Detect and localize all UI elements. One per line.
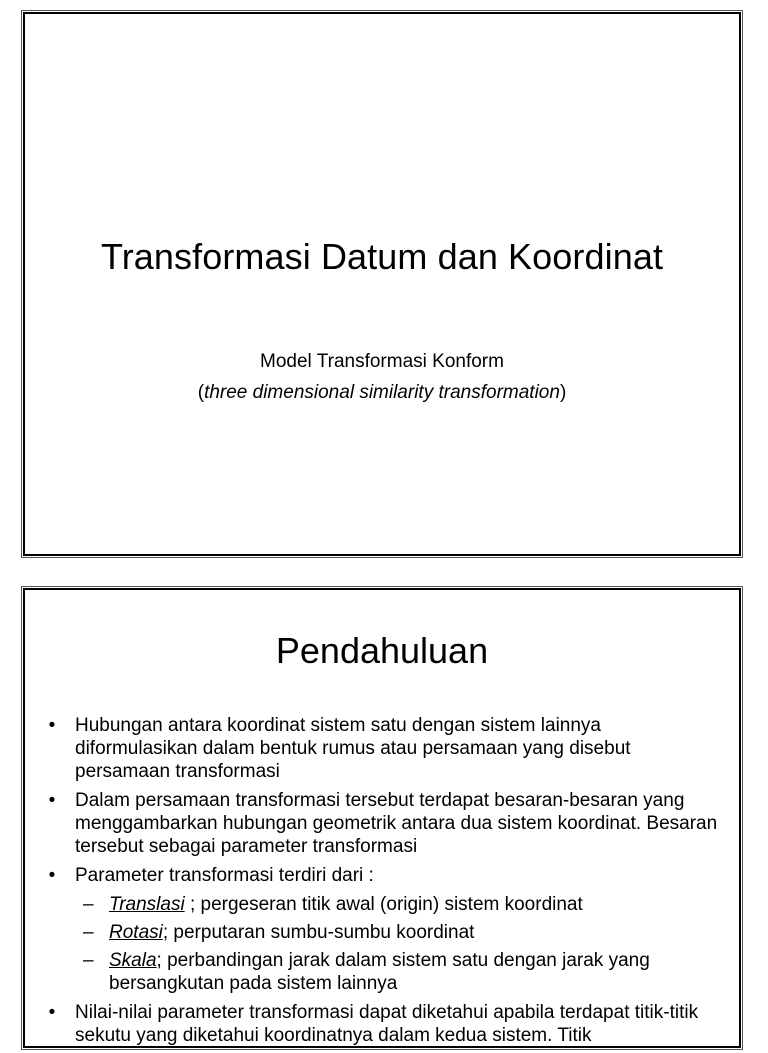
bullet-item bbox=[45, 789, 719, 858]
bullet-text: Dalam persamaan transformasi tersebut terdapat besaran-besaran yang menggambarkan hubungan geometrik antara dua sistem koordinat. Besaran tersebut sebagai parameter transformasi bbox=[75, 790, 718, 857]
bullet-symbol: • bbox=[48, 790, 56, 811]
bullet-text: Parameter transformasi terdiri dari : bbox=[75, 865, 374, 886]
subtitle-line-1: Model Transformasi Konform bbox=[260, 351, 504, 372]
term-rotasi: Rotasi bbox=[109, 922, 163, 943]
slide-introduction-heading: Pendahuluan bbox=[275, 630, 489, 671]
term-skala: Skala bbox=[109, 950, 157, 971]
sub-item-rotasi bbox=[75, 921, 719, 944]
bullet-symbol: • bbox=[48, 715, 56, 736]
bullet-list bbox=[45, 714, 719, 1053]
dash-symbol: – bbox=[83, 922, 94, 943]
slide-title bbox=[23, 12, 741, 556]
sub-item-translasi bbox=[75, 893, 719, 916]
subtitle-italic: three dimensional similarity transformation bbox=[204, 382, 560, 403]
slide-title-heading: Transformasi Datum dan Koordinat bbox=[100, 236, 664, 277]
dash-symbol: – bbox=[83, 894, 94, 915]
bullet-symbol: • bbox=[48, 865, 56, 886]
slide-introduction bbox=[23, 588, 741, 1048]
sub-item-text: ; perputaran sumbu-sumbu koordinat bbox=[162, 922, 475, 943]
bullet-text: Nilai-nilai parameter transformasi dapat diketahui apabila terdapat titik-titik sekutu yang diketahui koordinatnya dalam kedua sistem. Titik bbox=[75, 1002, 699, 1046]
paren-open: ( bbox=[197, 382, 205, 403]
paren-close: ) bbox=[559, 382, 567, 403]
sub-item-text: ; pergeseran titik awal (origin) sistem koordinat bbox=[184, 894, 583, 915]
slide-subtitle bbox=[25, 346, 739, 408]
bullet-item bbox=[45, 714, 719, 783]
sub-list bbox=[75, 893, 719, 995]
bullet-item bbox=[45, 864, 719, 995]
bullet-text: Hubungan antara koordinat sistem satu dengan sistem lainnya diformulasikan dalam bentuk rumus atau persamaan yang disebut persamaan transformasi bbox=[75, 715, 631, 782]
sub-item-text: ; perbandingan jarak dalam sistem satu dengan jarak yang bersangkutan pada sistem lainnya bbox=[109, 950, 650, 994]
term-translasi: Translasi bbox=[109, 894, 185, 915]
bullet-symbol: • bbox=[48, 1002, 56, 1023]
bullet-item bbox=[45, 1001, 719, 1047]
dash-symbol: – bbox=[83, 950, 94, 971]
subtitle-line-2 bbox=[25, 377, 739, 408]
sub-item-skala bbox=[75, 949, 719, 995]
